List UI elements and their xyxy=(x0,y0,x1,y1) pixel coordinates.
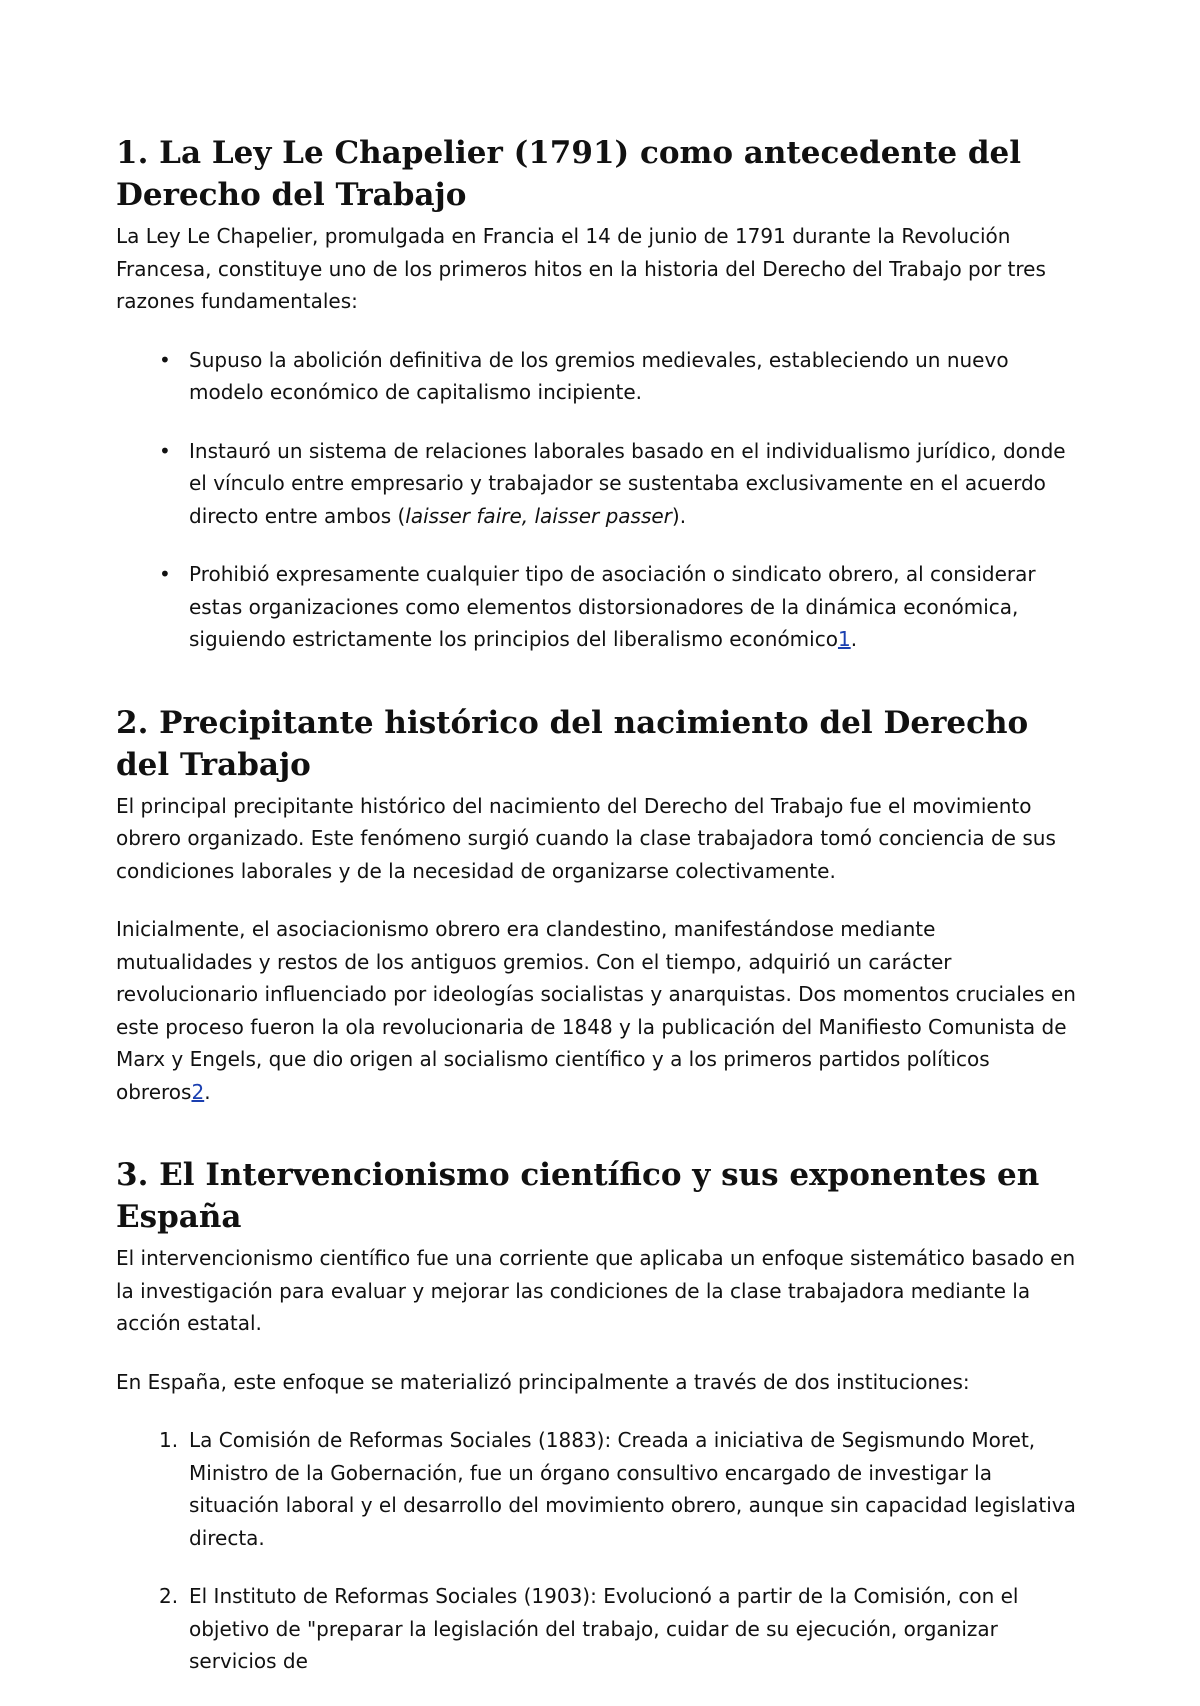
list-item-text-end: . xyxy=(850,627,858,651)
document-page xyxy=(116,132,1076,1706)
bullet-icon: • xyxy=(159,438,171,463)
paragraph-text-end: . xyxy=(204,1079,211,1104)
section-3-heading: 3. El Intervencionismo científico y sus exponentes en España xyxy=(116,1157,1040,1235)
section-1-heading: 1. La Ley Le Chapelier (1791) como antecedente del Derecho del Trabajo xyxy=(116,135,1022,213)
section-3-numbered-list xyxy=(116,1424,1076,1678)
list-item xyxy=(159,1580,1076,1678)
list-item xyxy=(159,558,1076,656)
list-item-text: El Instituto de Reformas Sociales (1903): Evolucionó a partir de la Comisión, con el objetivo de "preparar la legislación del trabajo, cuidar de su ejecución, organizar servicios de xyxy=(189,1584,1019,1673)
section-2-heading: 2. Precipitante histórico del nacimiento del Derecho del Trabajo xyxy=(116,704,1029,783)
section-3-paragraph-2: En España, este enfoque se materializó principalmente a través de dos instituciones: xyxy=(116,1369,970,1394)
italic-phrase: laisser faire, laisser passer xyxy=(405,503,672,528)
bullet-icon: • xyxy=(159,562,171,586)
list-item-text: La Comisión de Reformas Sociales (1883): Creada a iniciativa de Segismundo Moret, Ministro de la Gobernación, fue un órgano consultivo encargado de investigar la situación laboral y el desarrollo del movimiento obrero, aunque sin capacidad legislativa directa. xyxy=(189,1428,1076,1550)
footnote-link-1[interactable]: 1 xyxy=(837,627,851,651)
list-item-number: 1. xyxy=(159,1428,179,1452)
paragraph-text: Inicialmente, el asociacionismo obrero era clandestino, manifestándose mediante mutualidades y restos de los antiguos gremios. Con el tiempo, adquirió un carácter revolucionario influenciado por ideologías socialistas y anarquistas. Dos momentos cruciales en este proceso fueron la ola revolucionaria de 1848 y la publicación del Manifiesto Comunista de Marx y Engels, que dio origen al socialismo científico y a los primeros partidos políticos obreros xyxy=(116,917,1076,1104)
list-item xyxy=(159,344,1076,409)
section-1-intro: La Ley Le Chapelier, promulgada en Francia el 14 de junio de 1791 durante la Revolución Francesa, constituye uno de los primeros hitos en la historia del Derecho del Trabajo por tres razones fundamentales: xyxy=(116,224,1046,313)
list-item-text-end: ). xyxy=(671,503,687,528)
list-item-number: 2. xyxy=(159,1584,179,1608)
list-item xyxy=(159,435,1076,533)
list-item-text: Instauró un sistema de relaciones laborales basado en el individualismo jurídico, donde el vínculo entre empresario y trabajador se sustentaba exclusivamente en el acuerdo directo entre ambos ( xyxy=(189,438,1066,528)
footnote-link-2[interactable]: 2 xyxy=(191,1079,205,1104)
list-item-text: Supuso la abolición definitiva de los gremios medievales, estableciendo un nuevo modelo económico de capitalismo incipiente. xyxy=(189,347,1009,404)
bullet-icon: • xyxy=(159,347,171,372)
section-1-bullet-list xyxy=(116,344,1076,656)
list-item-text: Prohibió expresamente cualquier tipo de asociación o sindicato obrero, al considerar estas organizaciones como elementos distorsionadores de la dinámica económica, siguiendo estrictamente los principios del liberalismo económico xyxy=(189,562,1036,651)
section-2-paragraph-1: El principal precipitante histórico del nacimiento del Derecho del Trabajo fue el movimiento obrero organizado. Este fenómeno surgió cuando la clase trabajadora tomó conciencia de sus condiciones laborales y de la necesidad de organizarse colectivamente. xyxy=(116,793,1056,883)
list-item xyxy=(159,1424,1076,1554)
section-3-paragraph-1: El intervencionismo científico fue una corriente que aplicaba un enfoque sistemático basado en la investigación para evaluar y mejorar las condiciones de la clase trabajadora mediante la acción estatal. xyxy=(116,1246,1076,1335)
section-2-paragraph-2 xyxy=(116,913,1076,1108)
